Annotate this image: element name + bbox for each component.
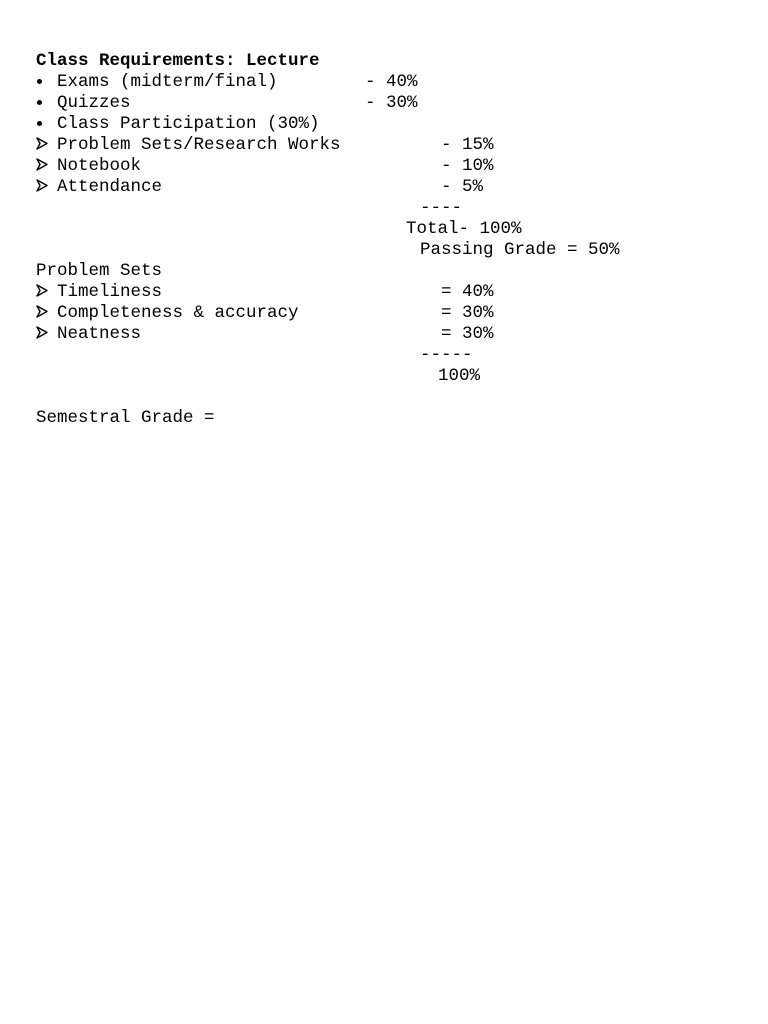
list-item-value: = 30% — [441, 324, 494, 344]
arrow-bullet-icon — [36, 135, 52, 156]
problem-sets-heading: Problem Sets — [36, 261, 163, 281]
total-separator: ---- — [420, 198, 463, 218]
semestral-grade: Semestral Grade = — [36, 408, 215, 428]
list-item-label: Timeliness — [57, 282, 163, 302]
list-item-value: - 15% — [441, 135, 494, 155]
total-line: Total- 100% — [406, 219, 522, 239]
list-item-label: Completeness & accuracy — [57, 303, 299, 323]
list-item-value: = 30% — [441, 303, 494, 323]
arrow-bullet-icon — [36, 324, 52, 345]
list-item-value: = 40% — [441, 282, 494, 302]
list-item-label: Problem Sets/Research Works — [57, 135, 341, 155]
list-item-label: Attendance — [57, 177, 163, 197]
bullet-icon — [36, 93, 52, 114]
arrow-bullet-icon — [36, 303, 52, 324]
problem-sets-separator: ----- — [420, 345, 473, 365]
bullet-icon — [36, 114, 52, 135]
list-item-label: Notebook — [57, 156, 142, 176]
arrow-bullet-icon — [36, 177, 52, 198]
bullet-icon — [36, 72, 52, 93]
list-item-value: - 5% — [441, 177, 484, 197]
list-item-label: Neatness — [57, 324, 142, 344]
list-item-value: - 10% — [441, 156, 494, 176]
list-item-label: Exams (midterm/final) — [57, 72, 278, 92]
list-item-label: Class Participation (30%) — [57, 114, 320, 134]
list-item-label: Quizzes — [57, 93, 131, 113]
problem-sets-total: 100% — [438, 366, 481, 386]
arrow-bullet-icon — [36, 156, 52, 177]
document-title: Class Requirements: Lecture — [36, 51, 320, 71]
list-item-value: - 30% — [365, 93, 418, 113]
arrow-bullet-icon — [36, 282, 52, 303]
list-item-value: - 40% — [365, 72, 418, 92]
passing-grade: Passing Grade = 50% — [420, 240, 620, 260]
